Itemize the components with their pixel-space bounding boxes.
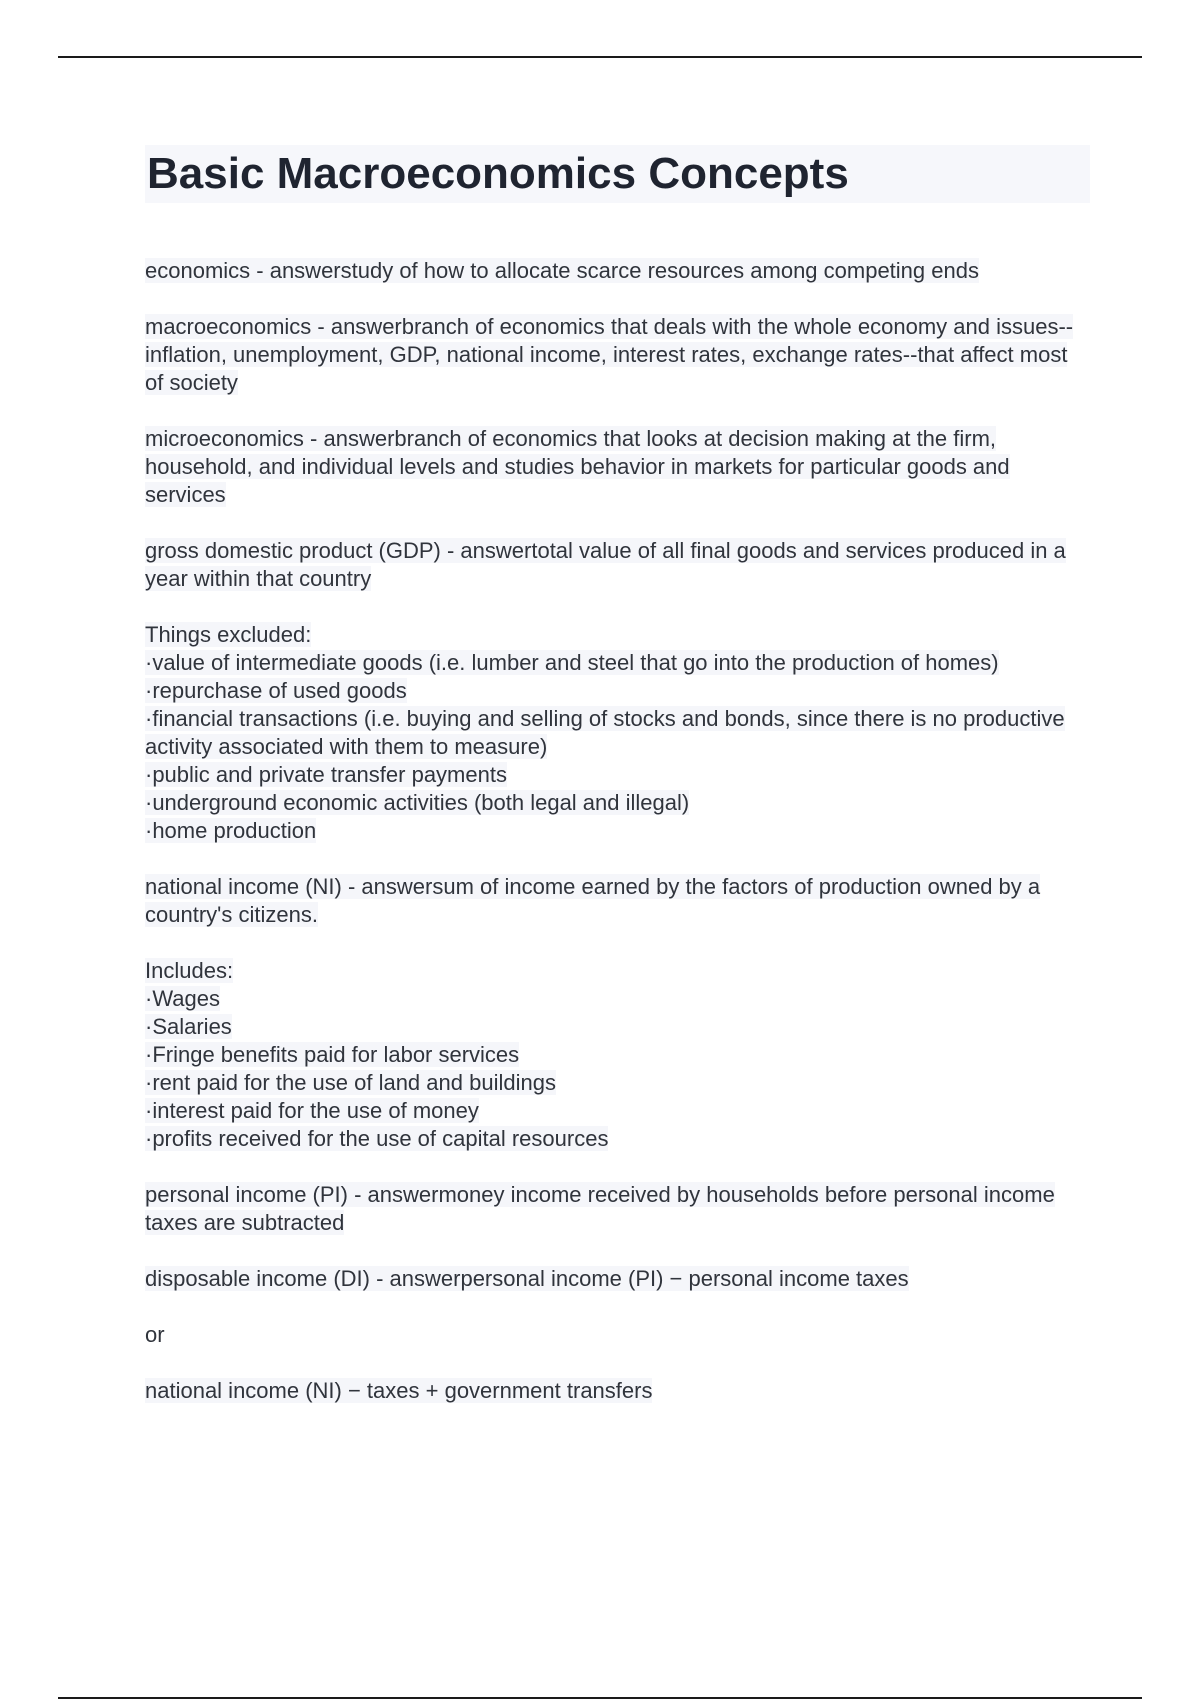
includes-list — [145, 957, 1090, 1153]
list-item: ·repurchase of used goods — [145, 678, 407, 703]
or-text: or — [145, 1322, 165, 1347]
document-title: Basic Macroeconomics Concepts — [145, 145, 1090, 203]
entry-microeconomics: microeconomics - answerbranch of economics that looks at decision making at the firm, household, and individual levels and studies behavior in markets for particular goods and services — [145, 426, 1010, 507]
list-item: ·public and private transfer payments — [145, 762, 507, 787]
list-item: ·financial transactions (i.e. buying and selling of stocks and bonds, since there is no productive activity associated with them to measure) — [145, 706, 1065, 759]
list-item: ·Salaries — [145, 1014, 232, 1039]
list-item: ·Fringe benefits paid for labor services — [145, 1042, 520, 1067]
list-item: ·rent paid for the use of land and buildings — [145, 1070, 556, 1095]
bottom-rule — [58, 1697, 1142, 1699]
list-item: ·profits received for the use of capital resources — [145, 1126, 609, 1151]
list-item: ·underground economic activities (both legal and illegal) — [145, 790, 690, 815]
list-item: ·interest paid for the use of money — [145, 1098, 479, 1123]
entry-ni-formula: national income (NI) − taxes + government transfers — [145, 1378, 653, 1403]
entry-macroeconomics: macroeconomics - answerbranch of economics that deals with the whole economy and issues--inflation, unemployment, GDP, national income, interest rates, exchange rates--that affect most of society — [145, 314, 1074, 395]
document-body — [145, 145, 1090, 1433]
includes-heading: Includes: — [145, 958, 234, 983]
entry-disposable-income: disposable income (DI) - answerpersonal income (PI) − personal income taxes — [145, 1266, 909, 1291]
list-item: ·Wages — [145, 986, 220, 1011]
entry-gdp: gross domestic product (GDP) - answertotal value of all final goods and services produced in a year within that country — [145, 538, 1066, 591]
entry-economics: economics - answerstudy of how to allocate scarce resources among competing ends — [145, 258, 979, 283]
excluded-list — [145, 621, 1090, 845]
list-item: ·value of intermediate goods (i.e. lumber and steel that go into the production of homes) — [145, 650, 999, 675]
list-item: ·home production — [145, 818, 317, 843]
entry-national-income: national income (NI) - answersum of income earned by the factors of production owned by a country's citizens. — [145, 874, 1041, 927]
entry-personal-income: personal income (PI) - answermoney income received by households before personal income taxes are subtracted — [145, 1182, 1055, 1235]
top-rule — [58, 56, 1142, 58]
excluded-heading: Things excluded: — [145, 622, 312, 647]
